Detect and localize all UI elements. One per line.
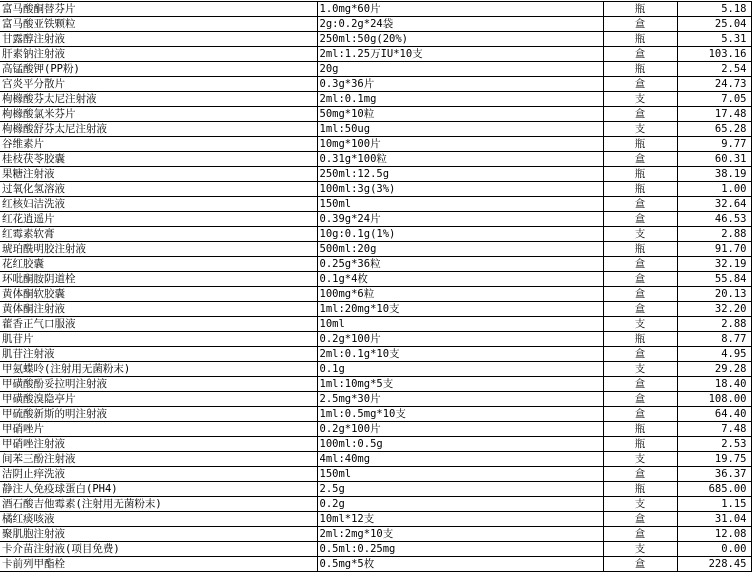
price-cell[interactable]: 8.77 [677, 332, 751, 347]
unit-cell[interactable]: 盒 [603, 47, 677, 62]
specification-cell[interactable]: 1.0mg*60片 [317, 2, 603, 17]
drug-name-cell[interactable]: 酒石酸吉他霉素(注射用无菌粉末) [0, 497, 317, 512]
table-row[interactable] [0, 107, 751, 122]
unit-cell[interactable]: 瓶 [603, 137, 677, 152]
unit-cell[interactable]: 瓶 [603, 32, 677, 47]
drug-name-cell[interactable]: 枸橼酸芬太尼注射液 [0, 92, 317, 107]
unit-cell[interactable]: 盒 [603, 377, 677, 392]
specification-cell[interactable]: 250ml:12.5g [317, 167, 603, 182]
unit-cell[interactable]: 盒 [603, 512, 677, 527]
table-row[interactable] [0, 32, 751, 47]
unit-cell[interactable]: 支 [603, 542, 677, 557]
specification-cell[interactable]: 0.2g*100片 [317, 422, 603, 437]
price-cell[interactable]: 32.19 [677, 257, 751, 272]
unit-cell[interactable]: 瓶 [603, 332, 677, 347]
drug-name-cell[interactable]: 花红胶囊 [0, 257, 317, 272]
table-row[interactable] [0, 137, 751, 152]
table-row[interactable] [0, 62, 751, 77]
unit-cell[interactable]: 盒 [603, 407, 677, 422]
specification-cell[interactable]: 250ml:50g(20%) [317, 32, 603, 47]
table-row[interactable] [0, 422, 751, 437]
price-cell[interactable]: 5.18 [677, 2, 751, 17]
price-cell[interactable]: 60.31 [677, 152, 751, 167]
drug-name-cell[interactable]: 富马酸亚铁颗粒 [0, 17, 317, 32]
drug-name-cell[interactable]: 橘红痰咳液 [0, 512, 317, 527]
drug-name-cell[interactable]: 高锰酸钾(PP粉) [0, 62, 317, 77]
specification-cell[interactable]: 50mg*10粒 [317, 107, 603, 122]
price-cell[interactable]: 2.88 [677, 227, 751, 242]
drug-name-cell[interactable]: 甲磺酸酚妥拉明注射液 [0, 377, 317, 392]
specification-cell[interactable]: 1ml:50ug [317, 122, 603, 137]
specification-cell[interactable]: 2ml:0.1g*10支 [317, 347, 603, 362]
specification-cell[interactable]: 10mg*100片 [317, 137, 603, 152]
specification-cell[interactable]: 0.2g [317, 497, 603, 512]
table-row[interactable] [0, 497, 751, 512]
unit-cell[interactable]: 支 [603, 122, 677, 137]
table-body [0, 2, 751, 572]
price-cell[interactable]: 64.40 [677, 407, 751, 422]
drug-name-cell[interactable]: 甲氨蝶呤(注射用无菌粉末) [0, 362, 317, 377]
drug-name-cell[interactable]: 桂枝茯苓胶囊 [0, 152, 317, 167]
specification-cell[interactable]: 10ml [317, 317, 603, 332]
price-cell[interactable]: 20.13 [677, 287, 751, 302]
specification-cell[interactable]: 2g:0.2g*24袋 [317, 17, 603, 32]
drug-name-cell[interactable]: 洁阴止痒洗液 [0, 467, 317, 482]
table-row[interactable] [0, 332, 751, 347]
drug-name-cell[interactable]: 甲硝唑片 [0, 422, 317, 437]
specification-cell[interactable]: 100ml:3g(3%) [317, 182, 603, 197]
price-cell[interactable]: 2.88 [677, 317, 751, 332]
specification-cell[interactable]: 100mg*6粒 [317, 287, 603, 302]
drug-name-cell[interactable]: 聚肌胞注射液 [0, 527, 317, 542]
table-row[interactable] [0, 152, 751, 167]
specification-cell[interactable]: 2.5mg*30片 [317, 392, 603, 407]
table-row[interactable] [0, 47, 751, 62]
drug-name-cell[interactable]: 静注人免疫球蛋白(PH4) [0, 482, 317, 497]
unit-cell[interactable]: 瓶 [603, 422, 677, 437]
specification-cell[interactable]: 0.5mg*5枚 [317, 557, 603, 572]
specification-cell[interactable]: 4ml:40mg [317, 452, 603, 467]
unit-cell[interactable]: 盒 [603, 17, 677, 32]
price-cell[interactable]: 1.00 [677, 182, 751, 197]
specification-cell[interactable]: 100ml:0.5g [317, 437, 603, 452]
table-row[interactable] [0, 347, 751, 362]
table-row[interactable] [0, 182, 751, 197]
price-cell[interactable]: 5.31 [677, 32, 751, 47]
price-cell[interactable]: 4.95 [677, 347, 751, 362]
price-cell[interactable]: 685.00 [677, 482, 751, 497]
price-cell[interactable]: 108.00 [677, 392, 751, 407]
unit-cell[interactable]: 盒 [603, 272, 677, 287]
unit-cell[interactable]: 盒 [603, 152, 677, 167]
table-row[interactable] [0, 362, 751, 377]
drug-name-cell[interactable]: 卡介苗注射液(项目免费) [0, 542, 317, 557]
drug-name-cell[interactable]: 卡前列甲酯栓 [0, 557, 317, 572]
table-row[interactable] [0, 407, 751, 422]
table-row[interactable] [0, 542, 751, 557]
unit-cell[interactable]: 支 [603, 227, 677, 242]
specification-cell[interactable]: 0.1g*4枚 [317, 272, 603, 287]
price-cell[interactable]: 0.00 [677, 542, 751, 557]
specification-cell[interactable]: 0.2g*100片 [317, 332, 603, 347]
drug-name-cell[interactable]: 甲硝唑注射液 [0, 437, 317, 452]
specification-cell[interactable]: 0.3g*36片 [317, 77, 603, 92]
unit-cell[interactable]: 盒 [603, 257, 677, 272]
drug-name-cell[interactable]: 藿香正气口服液 [0, 317, 317, 332]
drug-name-cell[interactable]: 红花逍遥片 [0, 212, 317, 227]
table-row[interactable] [0, 377, 751, 392]
table-row[interactable] [0, 17, 751, 32]
price-cell[interactable]: 7.48 [677, 422, 751, 437]
drug-name-cell[interactable]: 枸橼酸氯米芬片 [0, 107, 317, 122]
specification-cell[interactable]: 2.5g [317, 482, 603, 497]
specification-cell[interactable]: 20g [317, 62, 603, 77]
unit-cell[interactable]: 支 [603, 362, 677, 377]
specification-cell[interactable]: 2ml:0.1mg [317, 92, 603, 107]
specification-cell[interactable]: 150ml [317, 467, 603, 482]
drug-name-cell[interactable]: 黄体酮软胶囊 [0, 287, 317, 302]
table-row[interactable] [0, 2, 751, 17]
unit-cell[interactable]: 瓶 [603, 62, 677, 77]
price-cell[interactable]: 2.53 [677, 437, 751, 452]
table-row[interactable] [0, 302, 751, 317]
table-row[interactable] [0, 287, 751, 302]
table-row[interactable] [0, 512, 751, 527]
unit-cell[interactable]: 瓶 [603, 242, 677, 257]
specification-cell[interactable]: 0.39g*24片 [317, 212, 603, 227]
unit-cell[interactable]: 瓶 [603, 182, 677, 197]
price-cell[interactable]: 17.48 [677, 107, 751, 122]
specification-cell[interactable]: 1ml:20mg*10支 [317, 302, 603, 317]
drug-name-cell[interactable]: 富马酸酮替芬片 [0, 2, 317, 17]
specification-cell[interactable]: 0.1g [317, 362, 603, 377]
drug-name-cell[interactable]: 肌苷注射液 [0, 347, 317, 362]
drug-name-cell[interactable]: 甘露醇注射液 [0, 32, 317, 47]
drug-name-cell[interactable]: 枸橼酸舒芬太尼注射液 [0, 122, 317, 137]
price-cell[interactable]: 32.20 [677, 302, 751, 317]
drug-name-cell[interactable]: 果糖注射液 [0, 167, 317, 182]
table-row[interactable] [0, 92, 751, 107]
unit-cell[interactable]: 盒 [603, 107, 677, 122]
price-cell[interactable]: 228.45 [677, 557, 751, 572]
table-row[interactable] [0, 197, 751, 212]
drug-name-cell[interactable]: 甲磺酸溴隐亭片 [0, 392, 317, 407]
price-cell[interactable]: 36.37 [677, 467, 751, 482]
drug-name-cell[interactable]: 谷维素片 [0, 137, 317, 152]
table-row[interactable] [0, 527, 751, 542]
drug-name-cell[interactable]: 过氧化氢溶液 [0, 182, 317, 197]
unit-cell[interactable]: 支 [603, 317, 677, 332]
unit-cell[interactable]: 盒 [603, 347, 677, 362]
table-row[interactable] [0, 167, 751, 182]
unit-cell[interactable]: 支 [603, 452, 677, 467]
price-cell[interactable]: 1.15 [677, 497, 751, 512]
price-cell[interactable]: 12.08 [677, 527, 751, 542]
unit-cell[interactable]: 盒 [603, 467, 677, 482]
unit-cell[interactable]: 瓶 [603, 437, 677, 452]
drug-price-table [0, 1, 752, 572]
drug-name-cell[interactable]: 环吡酮胺阴道栓 [0, 272, 317, 287]
price-cell[interactable]: 29.28 [677, 362, 751, 377]
price-cell[interactable]: 31.04 [677, 512, 751, 527]
table-row[interactable] [0, 557, 751, 572]
specification-cell[interactable]: 0.5ml:0.25mg [317, 542, 603, 557]
table-row[interactable] [0, 227, 751, 242]
unit-cell[interactable]: 瓶 [603, 2, 677, 17]
unit-cell[interactable]: 盒 [603, 77, 677, 92]
price-cell[interactable]: 25.04 [677, 17, 751, 32]
price-cell[interactable]: 103.16 [677, 47, 751, 62]
specification-cell[interactable]: 10g:0.1g(1%) [317, 227, 603, 242]
price-cell[interactable]: 2.54 [677, 62, 751, 77]
unit-cell[interactable]: 支 [603, 497, 677, 512]
price-cell[interactable]: 18.40 [677, 377, 751, 392]
specification-cell[interactable]: 1ml:10mg*5支 [317, 377, 603, 392]
drug-name-cell[interactable]: 黄体酮注射液 [0, 302, 317, 317]
price-cell[interactable]: 38.19 [677, 167, 751, 182]
drug-name-cell[interactable]: 红核妇洁洗液 [0, 197, 317, 212]
drug-name-cell[interactable]: 肝素钠注射液 [0, 47, 317, 62]
specification-cell[interactable]: 0.25g*36粒 [317, 257, 603, 272]
unit-cell[interactable]: 支 [603, 92, 677, 107]
table-row[interactable] [0, 437, 751, 452]
unit-cell[interactable]: 瓶 [603, 482, 677, 497]
price-cell[interactable]: 9.77 [677, 137, 751, 152]
price-cell[interactable]: 46.53 [677, 212, 751, 227]
table-row[interactable] [0, 467, 751, 482]
drug-name-cell[interactable]: 琥珀酰明胶注射液 [0, 242, 317, 257]
drug-name-cell[interactable]: 红霉素软膏 [0, 227, 317, 242]
drug-name-cell[interactable]: 宫炎平分散片 [0, 77, 317, 92]
table-row[interactable] [0, 317, 751, 332]
table-row[interactable] [0, 392, 751, 407]
price-cell[interactable]: 24.73 [677, 77, 751, 92]
unit-cell[interactable]: 盒 [603, 527, 677, 542]
table-row[interactable] [0, 242, 751, 257]
price-cell[interactable]: 7.05 [677, 92, 751, 107]
price-cell[interactable]: 19.75 [677, 452, 751, 467]
specification-cell[interactable]: 500ml:20g [317, 242, 603, 257]
unit-cell[interactable]: 盒 [603, 557, 677, 572]
table-row[interactable] [0, 482, 751, 497]
specification-cell[interactable]: 10ml*12支 [317, 512, 603, 527]
specification-cell[interactable]: 150ml [317, 197, 603, 212]
unit-cell[interactable]: 盒 [603, 302, 677, 317]
table-row[interactable] [0, 272, 751, 287]
table-row[interactable] [0, 452, 751, 467]
price-cell[interactable]: 55.84 [677, 272, 751, 287]
table-row[interactable] [0, 257, 751, 272]
drug-name-cell[interactable]: 甲硫酸新斯的明注射液 [0, 407, 317, 422]
specification-cell[interactable]: 2ml:1.25万IU*10支 [317, 47, 603, 62]
unit-cell[interactable]: 盒 [603, 212, 677, 227]
table-row[interactable] [0, 122, 751, 137]
price-cell[interactable]: 32.64 [677, 197, 751, 212]
price-cell[interactable]: 65.28 [677, 122, 751, 137]
unit-cell[interactable]: 盒 [603, 197, 677, 212]
unit-cell[interactable]: 盒 [603, 392, 677, 407]
specification-cell[interactable]: 2ml:2mg*10支 [317, 527, 603, 542]
drug-name-cell[interactable]: 间苯三酚注射液 [0, 452, 317, 467]
drug-name-cell[interactable]: 肌苷片 [0, 332, 317, 347]
unit-cell[interactable]: 瓶 [603, 167, 677, 182]
table-row[interactable] [0, 77, 751, 92]
specification-cell[interactable]: 1ml:0.5mg*10支 [317, 407, 603, 422]
price-cell[interactable]: 91.70 [677, 242, 751, 257]
table-row[interactable] [0, 212, 751, 227]
specification-cell[interactable]: 0.31g*100粒 [317, 152, 603, 167]
unit-cell[interactable]: 盒 [603, 287, 677, 302]
